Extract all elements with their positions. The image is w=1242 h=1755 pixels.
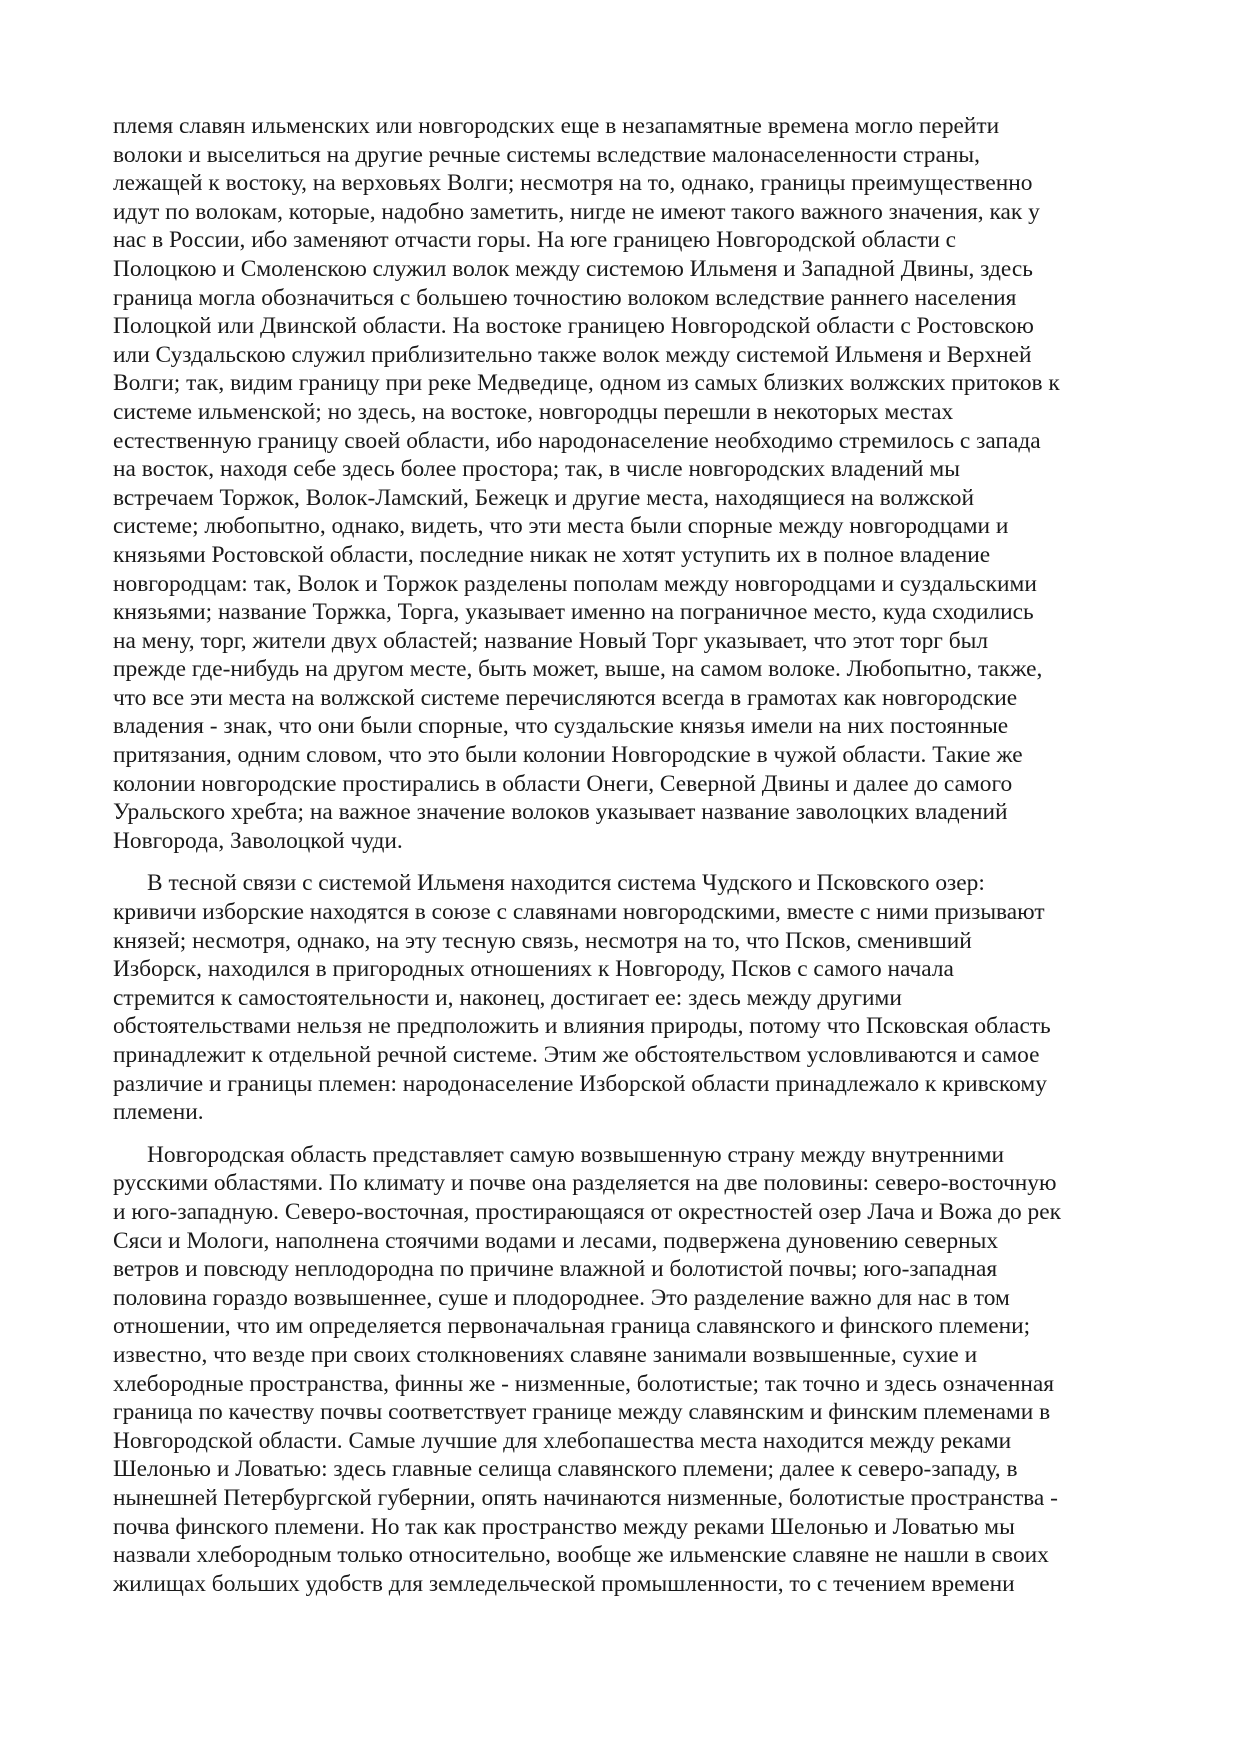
text-line: Новгородская область представляет самую возвышенную страну между внутренними bbox=[147, 1141, 1005, 1168]
text-line: почва финского племени. Но так как пространство между реками Шелонью и Ловатью мы bbox=[113, 1513, 1015, 1540]
text-line: Полоцкою и Смоленскою служил волок между системою Ильменя и Западной Двины, здесь bbox=[113, 255, 1033, 282]
text-line: Шелонью и Ловатью: здесь главные селища славянского племени; далее к северо-западу, в bbox=[113, 1456, 1018, 1483]
text-line: ветров и повсюду неплодородна по причине влажной и болотистой почвы; юго-западная bbox=[113, 1256, 998, 1283]
text-line: на мену, торг, жители двух областей; название Новый Торг указывает, что этот торг был bbox=[113, 627, 989, 654]
text-line: Изборск, находился в пригородных отношениях к Новгороду, Псков с самого начала bbox=[113, 956, 954, 983]
text-line: князей; несмотря, однако, на эту тесную связь, несмотря на то, что Псков, сменивший bbox=[113, 927, 972, 954]
text-line: кривичи изборские находятся в союзе с славянами новгородскими, вместе с ними призывают bbox=[113, 899, 1045, 926]
text-line: нас в России, ибо заменяют отчасти горы. На юге границею Новгородской области с bbox=[113, 227, 957, 254]
paragraph-2 bbox=[113, 869, 1135, 1126]
text-line: различие и границы племен: народонаселение Изборской области принадлежало к кривскому bbox=[113, 1070, 1047, 1097]
text-line: Новгородской области. Самые лучшие для хлебопашества места находится между реками bbox=[113, 1427, 1012, 1454]
text-line: прежде где-нибудь на другом месте, быть может, выше, на самом волоке. Любопытно, также, bbox=[113, 656, 1043, 683]
text-line: граница по качеству почвы соответствует границе между славянским и финским племенами в bbox=[113, 1399, 1051, 1426]
text-line: новгородцам: так, Волок и Торжок разделены пополам между новгородцами и суздальскими bbox=[113, 570, 1037, 597]
text-line: князьями; название Торжка, Торга, указывает именно на пограничное место, куда сходились bbox=[113, 599, 1034, 626]
text-line: Сяси и Мологи, наполнена стоячими водами и лесами, подвержена дуновению северных bbox=[113, 1227, 999, 1254]
text-line: племени. bbox=[113, 1099, 204, 1126]
text-line: владения - знак, что они были спорные, что суздальские князья имели на них постоянные bbox=[113, 713, 1009, 740]
text-line: известно, что везде при своих столкновениях славяне занимали возвышенные, сухие и bbox=[113, 1341, 978, 1368]
text-line: назвали хлебородным только относительно, вообще же ильменские славяне не нашли в своих bbox=[113, 1542, 1049, 1569]
text-line: на восток, находя себе здесь более простора; так, в числе новгородских владений мы bbox=[113, 456, 960, 483]
text-line: принадлежит к отдельной речной системе. Этим же обстоятельством условливаются и самое bbox=[113, 1042, 1040, 1068]
text-line: Уральского хребта; на важное значение волоков указывает название заволоцких владений bbox=[113, 799, 1008, 826]
text-line: системе ильменской; но здесь, на востоке, новгородцы перешли в некоторых местах bbox=[113, 398, 954, 425]
text-line: хлебородные пространства, финны же - низменные, болотистые; так точно и здесь означенная bbox=[113, 1370, 1054, 1397]
text-line: племя славян ильменских или новгородских еще в незапамятные времена могло перейти bbox=[113, 113, 1000, 139]
text-line: колонии новгородские простирались в области Онеги, Северной Двины и далее до самого bbox=[113, 770, 1013, 797]
text-body bbox=[113, 112, 1135, 1598]
text-line: обстоятельствами нельзя не предположить и влияния природы, потому что Псковская область bbox=[113, 1013, 1051, 1040]
text-line: или Суздальскою служил приблизительно также волок между системой Ильменя и Верхней bbox=[113, 341, 1032, 368]
text-line: граница могла обозначиться с большею точностию волоком вследствие раннего населения bbox=[113, 284, 1017, 311]
text-line: русскими областями. По климату и почве она разделяется на две половины: северо-восточную bbox=[113, 1170, 1057, 1197]
text-line: Волги; так, видим границу при реке Медведице, одном из самых близких волжских притоков к bbox=[113, 370, 1060, 397]
text-line: лежащей к востоку, на верховьях Волги; несмотря на то, однако, границы преимущественно bbox=[113, 170, 1033, 197]
text-line: стремится к самостоятельности и, наконец, достигает ее: здесь между другими bbox=[113, 984, 902, 1011]
text-line: естественную границу своей области, ибо народонаселение необходимо стремилось с запада bbox=[113, 427, 1041, 454]
text-line: идут по волокам, которые, надобно заметить, нигде не имеют такого важного значения, как у bbox=[113, 198, 1040, 225]
text-line: притязания, одним словом, что это были колонии Новгородские в чужой области. Такие же bbox=[113, 742, 1023, 769]
text-line: отношении, что им определяется первоначальная граница славянского и финского племени; bbox=[113, 1313, 1031, 1340]
text-line: половина гораздо возвышеннее, суше и плодороднее. Это разделение важно для нас в том bbox=[113, 1284, 1010, 1311]
text-line: В тесной связи с системой Ильменя находится система Чудского и Псковского озер: bbox=[147, 870, 985, 897]
text-line: волоки и выселиться на другие речные системы вследствие малонаселенности страны, bbox=[113, 141, 980, 168]
text-line: системе; любопытно, однако, видеть, что эти места были спорные между новгородцами и bbox=[113, 513, 1009, 540]
text-line: жилищах больших удобств для земледельческой промышленности, то с течением времени bbox=[113, 1570, 1015, 1597]
paragraph-1 bbox=[113, 112, 1135, 855]
paragraph-3 bbox=[113, 1141, 1135, 1599]
text-line: встречаем Торжок, Волок-Ламский, Бежецк и другие места, находящиеся на волжской bbox=[113, 484, 975, 511]
text-line: Полоцкой или Двинской области. На востоке границею Новгородской области с Ростовскою bbox=[113, 313, 1034, 340]
text-line: и юго-западную. Северо-восточная, простирающаяся от окрестностей озер Лача и Вожа до рек bbox=[113, 1198, 1061, 1225]
text-line: Новгорода, Заволоцкой чуди. bbox=[113, 827, 403, 854]
text-line: князьями Ростовской области, последние никак не хотят уступить их в полное владение bbox=[113, 541, 991, 568]
text-line: нынешней Петербургской губернии, опять начинаются низменные, болотистые пространства - bbox=[113, 1484, 1058, 1511]
text-line: что все эти места на волжской системе перечисляются всегда в грамотах как новгородские bbox=[113, 684, 1018, 711]
